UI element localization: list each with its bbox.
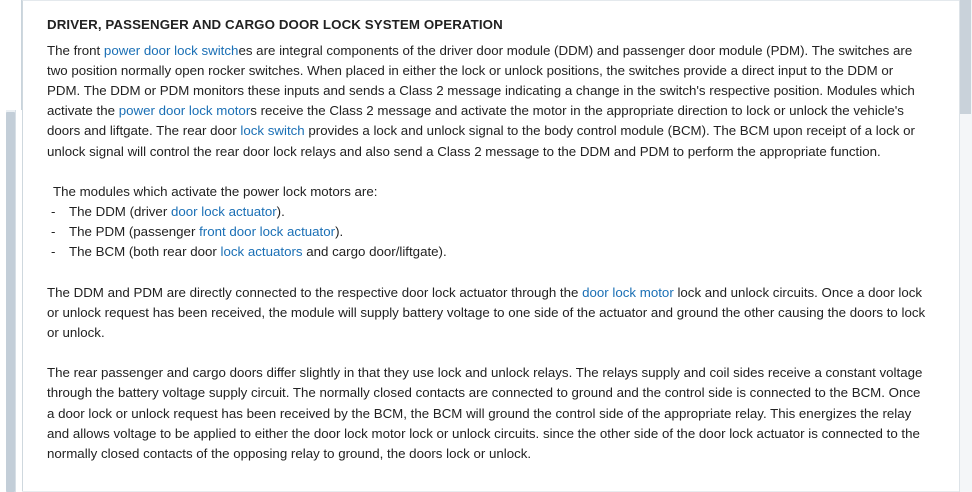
link-power-door-lock-switch[interactable]: power door lock switch (103, 42, 239, 58)
text-segment: es are integral components of the driver door module (DDM) and passenger door module (PDM). The switches are two position normally open rocker switches. When placed in either the lock or unlock positions, the switches provide a direct input to the DDM or PDM. The DDM or PDM monitors these inputs and sends a Class 2 message indicating a change in the switch's respective position. Modules which activate the (47, 42, 915, 119)
link-door-lock-motor[interactable]: door lock motor (582, 284, 674, 300)
text-segment: lock and unlock circuits. Once a door lock or unlock request has been received, the module will supply battery voltage to one side of the actuator and ground the other causing the doors to lock or unlock. (47, 284, 926, 341)
paragraph-operation-overview (47, 41, 926, 162)
paragraph-spacer (47, 162, 926, 182)
text-segment: The DDM and PDM are directly connected to the respective door lock actuator through the (47, 284, 583, 300)
paragraph-spacer (47, 263, 926, 283)
paragraph-ddm-pdm-connection (47, 283, 926, 344)
text-segment: The front (47, 42, 104, 58)
link-power-door-lock-motor[interactable]: power door lock motor (118, 103, 251, 119)
page-title: DRIVER, PASSENGER AND CARGO DOOR LOCK SYSTEM OPERATION (47, 17, 503, 32)
text-segment: s receive the Class 2 message and activate the motor in the appropriate direction to lock or unlock the vehicle's doors and liftgate. The rear door (47, 103, 904, 139)
module-list (47, 202, 926, 263)
document-content (23, 1, 972, 464)
text-segment: The BCM (both rear door (69, 244, 221, 260)
list-bullet-dash: - (51, 224, 56, 240)
paragraph-rear-cargo-relays: The rear passenger and cargo doors differ slightly in that they use lock and unlock relays. The relays supply and coil sides receive a constant voltage through the battery voltage supply circuit. The normally closed contacts are connected to ground and the control side is connected to the BCM. Once a door lock or unlock request has been received by the BCM, the BCM will ground the control side of the appropriate relay. This energizes the relay and allows voltage to be applied to either the door lock motor lock or unlock circuits. since the other side of the door lock actuator is connected to the normally closed contacts of the opposing relay to ground, the doors lock or unlock. (47, 365, 923, 462)
list-bullet-dash: - (51, 204, 56, 220)
link-lock-switch[interactable]: lock switch (240, 123, 305, 139)
paragraph-spacer (47, 343, 926, 363)
link-front-door-lock-actuator[interactable]: front door lock actuator (199, 224, 336, 240)
left-scroll-thumb[interactable] (6, 112, 15, 492)
vertical-scrollbar[interactable] (959, 0, 972, 492)
left-gutter-cap (0, 0, 22, 110)
link-lock-actuators[interactable]: lock actuators (220, 244, 303, 260)
list-item (47, 242, 926, 262)
text-segment: ). (335, 224, 344, 240)
list-intro-text: The modules which activate the power lock motors are: (53, 183, 378, 199)
text-segment: provides a lock and unlock signal to the body control module (BCM). The BCM upon receipt of a lock or unlock signal will control the rear door lock relays and also send a Class 2 message to the DDM and PDM to perform the appropriate function. (47, 123, 915, 159)
text-segment: ). (276, 204, 285, 220)
text-segment: The PDM (passenger (69, 224, 200, 240)
list-bullet-dash: - (51, 244, 56, 260)
link-door-lock-actuator[interactable]: door lock actuator (170, 204, 277, 220)
left-gutter (0, 0, 22, 492)
list-item (47, 202, 926, 222)
text-segment: The DDM (driver (69, 204, 171, 220)
list-item (47, 222, 926, 242)
document-frame (22, 0, 972, 492)
text-segment: and cargo door/liftgate). (302, 244, 447, 260)
vertical-scrollbar-thumb[interactable] (960, 0, 971, 114)
